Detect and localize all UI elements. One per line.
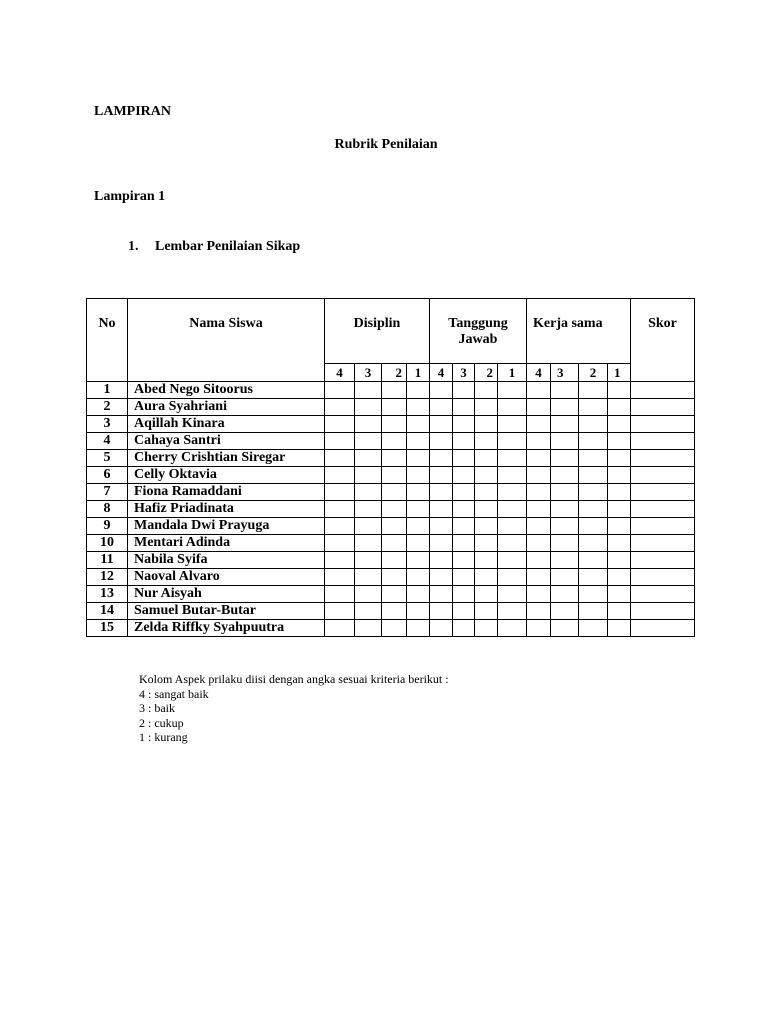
total-score-cell[interactable]	[631, 450, 695, 467]
score-input-cell[interactable]	[475, 603, 498, 620]
score-input-cell[interactable]	[430, 416, 453, 433]
score-input-cell[interactable]	[355, 450, 382, 467]
legend-item: 1 : kurang	[139, 730, 188, 744]
score-input-cell[interactable]	[579, 399, 608, 416]
table-row	[87, 586, 695, 603]
score-input-cell[interactable]	[608, 586, 631, 603]
total-score-cell[interactable]	[631, 433, 695, 450]
table-row	[87, 535, 695, 552]
score-input-cell[interactable]	[355, 501, 382, 518]
score-input-cell[interactable]	[382, 467, 407, 484]
total-score-cell[interactable]	[631, 467, 695, 484]
table-row	[87, 603, 695, 620]
score-input-cell[interactable]	[579, 586, 608, 603]
score-input-cell[interactable]	[407, 484, 430, 501]
student-name: Fiona Ramaddani	[128, 484, 325, 501]
legend-item: 4 : sangat baik	[139, 686, 209, 701]
score-input-cell[interactable]	[551, 399, 579, 416]
total-score-cell[interactable]	[631, 620, 695, 637]
score-input-cell[interactable]	[579, 450, 608, 467]
score-input-cell[interactable]	[527, 586, 551, 603]
score-input-cell[interactable]	[407, 467, 430, 484]
score-input-cell[interactable]	[475, 450, 498, 467]
score-input-cell[interactable]	[325, 586, 355, 603]
header-aspect-kerja-sama: Kerja sama	[527, 299, 631, 364]
score-scale-cell: 3	[453, 364, 475, 382]
score-input-cell[interactable]	[407, 416, 430, 433]
score-input-cell[interactable]	[355, 603, 382, 620]
total-score-cell[interactable]	[631, 535, 695, 552]
score-input-cell[interactable]	[453, 603, 475, 620]
score-input-cell[interactable]	[475, 399, 498, 416]
score-input-cell[interactable]	[430, 382, 453, 399]
score-input-cell[interactable]	[325, 603, 355, 620]
score-input-cell[interactable]	[325, 620, 355, 637]
row-number: 15	[87, 620, 128, 637]
score-input-cell[interactable]	[430, 518, 453, 535]
score-input-cell[interactable]	[355, 433, 382, 450]
score-input-cell[interactable]	[325, 484, 355, 501]
score-input-cell[interactable]	[382, 382, 407, 399]
score-input-cell[interactable]	[382, 433, 407, 450]
score-scale-cell: 3	[355, 364, 382, 382]
score-input-cell[interactable]	[608, 603, 631, 620]
score-scale-cell: 4	[527, 364, 551, 382]
score-input-cell[interactable]	[407, 382, 430, 399]
score-input-cell[interactable]	[579, 416, 608, 433]
score-input-cell[interactable]	[608, 382, 631, 399]
score-input-cell[interactable]	[407, 620, 430, 637]
student-name: Aura Syahriani	[128, 399, 325, 416]
score-input-cell[interactable]	[430, 586, 453, 603]
legend	[139, 672, 449, 745]
total-score-cell[interactable]	[631, 518, 695, 535]
score-input-cell[interactable]	[453, 416, 475, 433]
score-input-cell[interactable]	[325, 552, 355, 569]
row-number: 10	[87, 535, 128, 552]
score-input-cell[interactable]	[382, 535, 407, 552]
score-input-cell[interactable]	[475, 416, 498, 433]
table-row	[87, 569, 695, 586]
score-scale-cell: 1	[498, 364, 527, 382]
score-input-cell[interactable]	[453, 552, 475, 569]
score-input-cell[interactable]	[453, 433, 475, 450]
score-input-cell[interactable]	[407, 535, 430, 552]
score-input-cell[interactable]	[527, 552, 551, 569]
row-number: 8	[87, 501, 128, 518]
score-input-cell[interactable]	[498, 552, 527, 569]
score-input-cell[interactable]	[355, 416, 382, 433]
total-score-cell[interactable]	[631, 552, 695, 569]
score-input-cell[interactable]	[475, 382, 498, 399]
score-input-cell[interactable]	[382, 416, 407, 433]
row-number: 4	[87, 433, 128, 450]
score-input-cell[interactable]	[355, 518, 382, 535]
table-row	[87, 467, 695, 484]
score-input-cell[interactable]	[527, 569, 551, 586]
score-input-cell[interactable]	[498, 450, 527, 467]
score-input-cell[interactable]	[382, 569, 407, 586]
score-input-cell[interactable]	[498, 484, 527, 501]
score-input-cell[interactable]	[475, 518, 498, 535]
score-scale-cell: 1	[608, 364, 631, 382]
table-row	[87, 484, 695, 501]
score-scale-cell: 2	[579, 364, 608, 382]
total-score-cell[interactable]	[631, 382, 695, 399]
score-input-cell[interactable]	[498, 586, 527, 603]
score-input-cell[interactable]	[551, 416, 579, 433]
score-input-cell[interactable]	[527, 416, 551, 433]
section-title: Lembar Penilaian Sikap	[155, 239, 301, 254]
score-input-cell[interactable]	[608, 501, 631, 518]
score-input-cell[interactable]	[579, 518, 608, 535]
score-input-cell[interactable]	[355, 552, 382, 569]
score-input-cell[interactable]	[453, 484, 475, 501]
score-input-cell[interactable]	[430, 501, 453, 518]
score-input-cell[interactable]	[453, 382, 475, 399]
score-input-cell[interactable]	[527, 518, 551, 535]
row-number: 9	[87, 518, 128, 535]
score-input-cell[interactable]	[498, 535, 527, 552]
score-input-cell[interactable]	[579, 535, 608, 552]
header-name: Nama Siswa	[128, 299, 325, 382]
row-number: 7	[87, 484, 128, 501]
score-input-cell[interactable]	[325, 450, 355, 467]
score-scale-cell: 2	[382, 364, 407, 382]
score-input-cell[interactable]	[355, 399, 382, 416]
score-input-cell[interactable]	[498, 416, 527, 433]
score-input-cell[interactable]	[579, 569, 608, 586]
score-input-cell[interactable]	[382, 484, 407, 501]
table-row	[87, 501, 695, 518]
score-input-cell[interactable]	[325, 535, 355, 552]
score-input-cell[interactable]	[498, 501, 527, 518]
score-input-cell[interactable]	[551, 603, 579, 620]
table-row	[87, 552, 695, 569]
score-input-cell[interactable]	[430, 603, 453, 620]
score-input-cell[interactable]	[325, 569, 355, 586]
score-input-cell[interactable]	[430, 535, 453, 552]
score-input-cell[interactable]	[355, 484, 382, 501]
score-scale-cell: 1	[407, 364, 430, 382]
section-heading	[128, 239, 300, 255]
score-input-cell[interactable]	[551, 620, 579, 637]
score-input-cell[interactable]	[382, 586, 407, 603]
score-input-cell[interactable]	[551, 518, 579, 535]
score-input-cell[interactable]	[551, 450, 579, 467]
score-input-cell[interactable]	[527, 382, 551, 399]
score-input-cell[interactable]	[453, 569, 475, 586]
table-row	[87, 620, 695, 637]
score-input-cell[interactable]	[475, 552, 498, 569]
assessment-table	[86, 298, 695, 637]
score-input-cell[interactable]	[608, 399, 631, 416]
score-input-cell[interactable]	[355, 569, 382, 586]
header-aspect-tanggung-jawab: Tanggung Jawab	[430, 299, 527, 364]
score-input-cell[interactable]	[475, 535, 498, 552]
score-input-cell[interactable]	[382, 501, 407, 518]
row-number: 2	[87, 399, 128, 416]
score-input-cell[interactable]	[382, 620, 407, 637]
score-input-cell[interactable]	[527, 501, 551, 518]
score-input-cell[interactable]	[382, 552, 407, 569]
student-name: Cherry Crishtian Siregar	[128, 450, 325, 467]
score-input-cell[interactable]	[453, 535, 475, 552]
table-row	[87, 399, 695, 416]
score-input-cell[interactable]	[608, 484, 631, 501]
score-input-cell[interactable]	[407, 450, 430, 467]
row-number: 6	[87, 467, 128, 484]
total-score-cell[interactable]	[631, 586, 695, 603]
total-score-cell[interactable]	[631, 501, 695, 518]
score-input-cell[interactable]	[430, 484, 453, 501]
score-input-cell[interactable]	[498, 433, 527, 450]
score-input-cell[interactable]	[355, 586, 382, 603]
appendix-number: Lampiran 1	[94, 189, 166, 204]
score-input-cell[interactable]	[407, 569, 430, 586]
score-input-cell[interactable]	[325, 416, 355, 433]
table-row	[87, 382, 695, 399]
total-score-cell[interactable]	[631, 484, 695, 501]
row-number: 11	[87, 552, 128, 569]
section-number: 1.	[128, 239, 139, 254]
score-input-cell[interactable]	[453, 467, 475, 484]
score-input-cell[interactable]	[325, 501, 355, 518]
score-input-cell[interactable]	[608, 518, 631, 535]
score-input-cell[interactable]	[382, 450, 407, 467]
score-input-cell[interactable]	[430, 399, 453, 416]
score-input-cell[interactable]	[551, 552, 579, 569]
score-input-cell[interactable]	[579, 603, 608, 620]
score-input-cell[interactable]	[551, 484, 579, 501]
score-input-cell[interactable]	[355, 535, 382, 552]
score-input-cell[interactable]	[608, 535, 631, 552]
score-input-cell[interactable]	[453, 501, 475, 518]
total-score-cell[interactable]	[631, 416, 695, 433]
student-name: Mentari Adinda	[128, 535, 325, 552]
score-input-cell[interactable]	[453, 399, 475, 416]
score-input-cell[interactable]	[498, 620, 527, 637]
legend-item: 2 : cukup	[139, 715, 184, 730]
table-row	[87, 416, 695, 433]
score-input-cell[interactable]	[382, 603, 407, 620]
score-input-cell[interactable]	[407, 433, 430, 450]
student-name: Samuel Butar-Butar	[128, 603, 325, 620]
score-input-cell[interactable]	[498, 382, 527, 399]
score-input-cell[interactable]	[453, 518, 475, 535]
score-input-cell[interactable]	[498, 399, 527, 416]
score-input-cell[interactable]	[475, 569, 498, 586]
score-input-cell[interactable]	[407, 586, 430, 603]
score-input-cell[interactable]	[475, 620, 498, 637]
score-input-cell[interactable]	[355, 467, 382, 484]
score-input-cell[interactable]	[579, 467, 608, 484]
score-input-cell[interactable]	[551, 569, 579, 586]
student-name: Naoval Alvaro	[128, 569, 325, 586]
row-number: 13	[87, 586, 128, 603]
student-rows	[87, 382, 695, 637]
score-input-cell[interactable]	[430, 569, 453, 586]
score-scale-cell: 2	[475, 364, 498, 382]
score-input-cell[interactable]	[498, 603, 527, 620]
score-input-cell[interactable]	[407, 518, 430, 535]
score-input-cell[interactable]	[608, 467, 631, 484]
score-input-cell[interactable]	[579, 620, 608, 637]
score-input-cell[interactable]	[407, 603, 430, 620]
score-input-cell[interactable]	[579, 382, 608, 399]
score-input-cell[interactable]	[551, 586, 579, 603]
score-input-cell[interactable]	[608, 416, 631, 433]
row-number: 3	[87, 416, 128, 433]
score-input-cell[interactable]	[527, 603, 551, 620]
row-number: 12	[87, 569, 128, 586]
row-number: 14	[87, 603, 128, 620]
score-input-cell[interactable]	[551, 501, 579, 518]
score-input-cell[interactable]	[527, 433, 551, 450]
score-input-cell[interactable]	[382, 518, 407, 535]
score-input-cell[interactable]	[407, 552, 430, 569]
score-input-cell[interactable]	[325, 433, 355, 450]
legend-item: 3 : baik	[139, 701, 175, 715]
score-input-cell[interactable]	[527, 620, 551, 637]
table-header-row	[87, 299, 695, 364]
student-name: Mandala Dwi Prayuga	[128, 518, 325, 535]
score-input-cell[interactable]	[475, 484, 498, 501]
score-input-cell[interactable]	[382, 399, 407, 416]
score-input-cell[interactable]	[608, 620, 631, 637]
score-input-cell[interactable]	[498, 518, 527, 535]
student-name: Aqillah Kinara	[128, 416, 325, 433]
header-no: No	[87, 299, 128, 382]
appendix-heading: LAMPIRAN	[94, 104, 171, 119]
score-input-cell[interactable]	[579, 433, 608, 450]
score-scale-cell: 4	[325, 364, 355, 382]
score-input-cell[interactable]	[325, 382, 355, 399]
total-score-cell[interactable]	[631, 399, 695, 416]
score-input-cell[interactable]	[453, 620, 475, 637]
score-input-cell[interactable]	[579, 501, 608, 518]
score-input-cell[interactable]	[551, 433, 579, 450]
score-input-cell[interactable]	[608, 450, 631, 467]
score-input-cell[interactable]	[608, 552, 631, 569]
score-input-cell[interactable]	[579, 552, 608, 569]
table-row	[87, 518, 695, 535]
score-input-cell[interactable]	[527, 467, 551, 484]
score-input-cell[interactable]	[355, 382, 382, 399]
score-input-cell[interactable]	[498, 569, 527, 586]
score-input-cell[interactable]	[579, 484, 608, 501]
score-input-cell[interactable]	[325, 467, 355, 484]
student-name: Nabila Syifa	[128, 552, 325, 569]
score-input-cell[interactable]	[551, 535, 579, 552]
score-input-cell[interactable]	[527, 484, 551, 501]
score-input-cell[interactable]	[407, 501, 430, 518]
score-input-cell[interactable]	[407, 399, 430, 416]
score-input-cell[interactable]	[430, 450, 453, 467]
row-number: 5	[87, 450, 128, 467]
header-score: Skor	[631, 299, 695, 382]
score-input-cell[interactable]	[430, 620, 453, 637]
score-input-cell[interactable]	[475, 467, 498, 484]
score-input-cell[interactable]	[325, 518, 355, 535]
score-scale-cell: 4	[430, 364, 453, 382]
score-input-cell[interactable]	[527, 399, 551, 416]
score-input-cell[interactable]	[430, 552, 453, 569]
page-title: Rubrik Penilaian	[334, 137, 438, 152]
table-row	[87, 450, 695, 467]
student-name: Abed Nego Sitoorus	[128, 382, 325, 399]
student-name: Hafiz Priadinata	[128, 501, 325, 518]
legend-intro: Kolom Aspek prilaku diisi dengan angka sesuai kriteria berikut :	[139, 672, 449, 686]
score-input-cell[interactable]	[475, 501, 498, 518]
score-input-cell[interactable]	[453, 586, 475, 603]
score-input-cell[interactable]	[608, 569, 631, 586]
student-name: Celly Oktavia	[128, 467, 325, 484]
student-name: Zelda Riffky Syahpuutra	[128, 620, 325, 637]
student-name: Nur Aisyah	[128, 586, 325, 603]
score-input-cell[interactable]	[355, 620, 382, 637]
score-input-cell[interactable]	[453, 450, 475, 467]
score-input-cell[interactable]	[498, 467, 527, 484]
score-input-cell[interactable]	[608, 433, 631, 450]
score-input-cell[interactable]	[325, 399, 355, 416]
row-number: 1	[87, 382, 128, 399]
header-aspect-disiplin: Disiplin	[325, 299, 430, 364]
score-scale-cell: 3	[551, 364, 579, 382]
student-name: Cahaya Santri	[128, 433, 325, 450]
score-input-cell[interactable]	[551, 382, 579, 399]
score-input-cell[interactable]	[527, 535, 551, 552]
score-input-cell[interactable]	[430, 467, 453, 484]
score-input-cell[interactable]	[430, 433, 453, 450]
total-score-cell[interactable]	[631, 603, 695, 620]
score-input-cell[interactable]	[475, 433, 498, 450]
table-row	[87, 433, 695, 450]
score-input-cell[interactable]	[475, 586, 498, 603]
total-score-cell[interactable]	[631, 569, 695, 586]
score-input-cell[interactable]	[551, 467, 579, 484]
score-input-cell[interactable]	[527, 450, 551, 467]
